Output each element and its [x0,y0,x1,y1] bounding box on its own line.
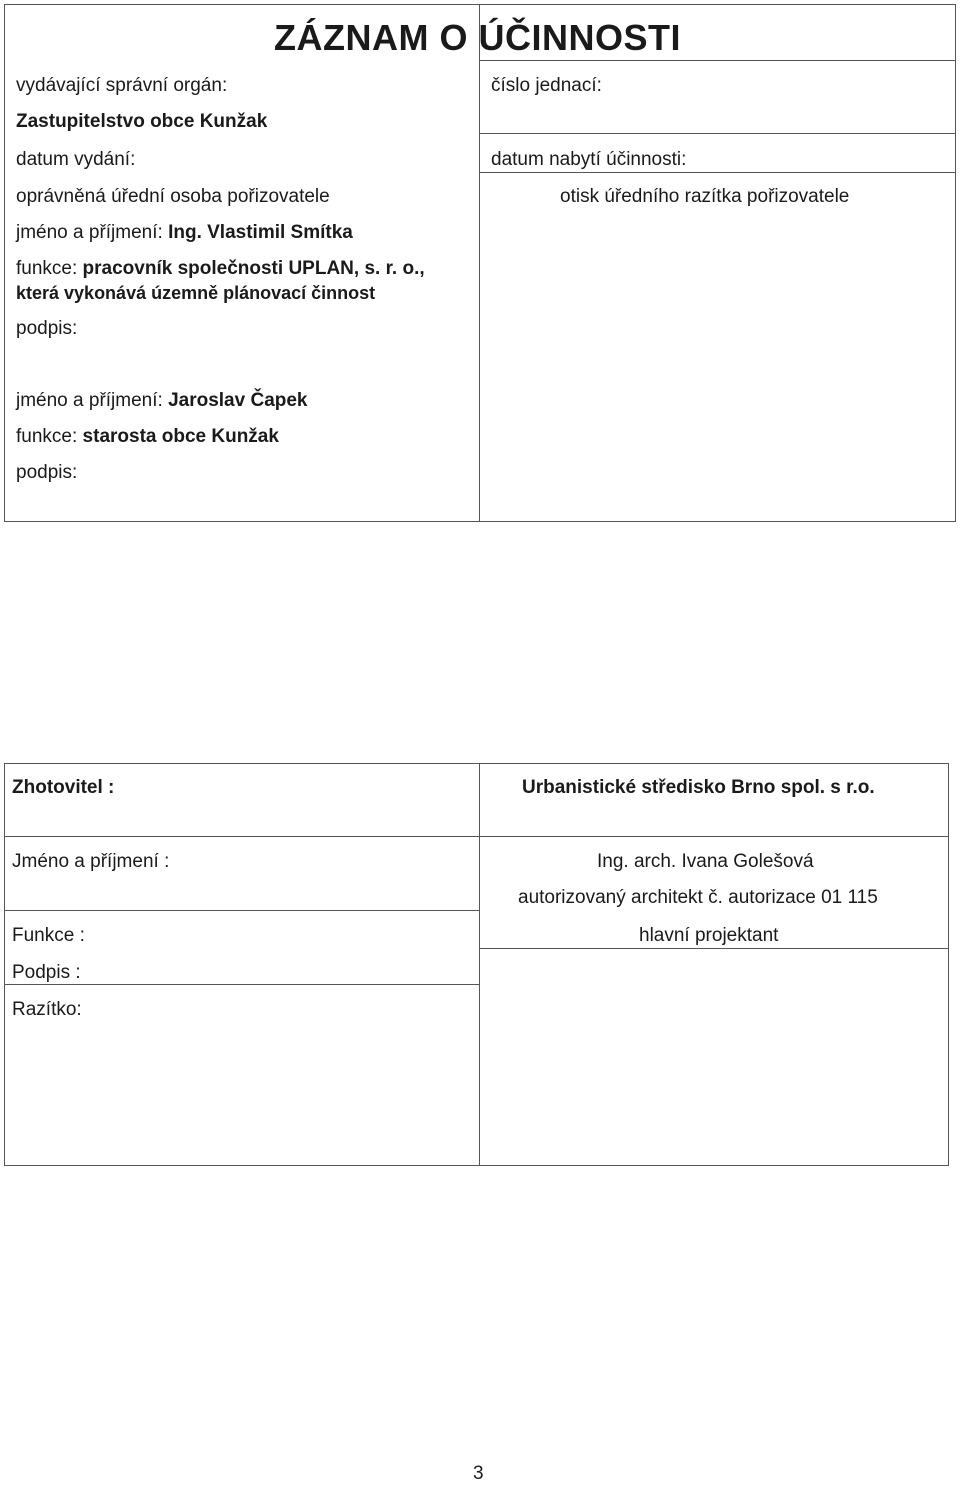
title-underline-right [479,60,956,61]
authorized-name-row [16,222,353,244]
page-number: 3 [473,1463,484,1484]
mayor-name-label: jméno a příjmení: [16,390,163,411]
authorized-name-value: Ing. Vlastimil Smítka [168,222,353,243]
reference-underline [479,133,956,134]
page-title: ZÁZNAM O ÚČINNOSTI [274,17,681,58]
authorized-function-row [16,258,425,280]
issue-date-label: datum vydání: [16,149,136,170]
authorized-function-value-line2: která vykonává územně plánovací činnost [16,283,376,303]
mayor-function-label: funkce: [16,426,78,447]
effective-date-underline [479,172,956,173]
reference-label: číslo jednací: [491,75,602,96]
authorized-person-heading: oprávněná úřední osoba pořizovatele [16,186,330,207]
contractor-stamp-label: Razítko: [12,999,82,1020]
record-divider [479,4,480,522]
issuer-label: vydávající správní orgán: [16,75,228,96]
mayor-name-value: Jaroslav Čapek [168,390,308,411]
authorized-signature-label: podpis: [16,318,78,339]
stamp-label: otisk úředního razítka pořizovatele [560,186,850,207]
contractor-row-line-2-left [4,910,479,911]
authorized-function-value: pracovník společnosti UPLAN, s. r. o., [82,258,425,279]
mayor-name-row [16,390,308,412]
contractor-row-line-3 [4,984,479,985]
contractor-value: Urbanistické středisko Brno spol. s r.o. [522,777,875,798]
contractor-function-value: hlavní projektant [639,925,779,946]
contractor-row-line-2-right [479,948,949,949]
contractor-signature-label: Podpis : [12,962,81,983]
mayor-signature-label: podpis: [16,462,78,483]
contractor-name-value: Ing. arch. Ivana Golešová [597,851,814,872]
contractor-label: Zhotovitel : [12,777,115,798]
mayor-function-row [16,426,279,448]
authorized-name-label: jméno a příjmení: [16,222,163,243]
contractor-authorization: autorizovaný architekt č. autorizace 01 115 [518,887,878,908]
contractor-row-line-1 [4,836,949,837]
issuer-value: Zastupitelstvo obce Kunžak [16,111,268,132]
contractor-name-label: Jméno a příjmení : [12,851,170,872]
effective-date-label: datum nabytí účinnosti: [491,149,687,170]
mayor-function-value: starosta obce Kunžak [82,426,279,447]
contractor-divider [479,763,480,1166]
authorized-function-label: funkce: [16,258,78,279]
contractor-function-label: Funkce : [12,925,85,946]
contractor-box [4,763,949,1166]
